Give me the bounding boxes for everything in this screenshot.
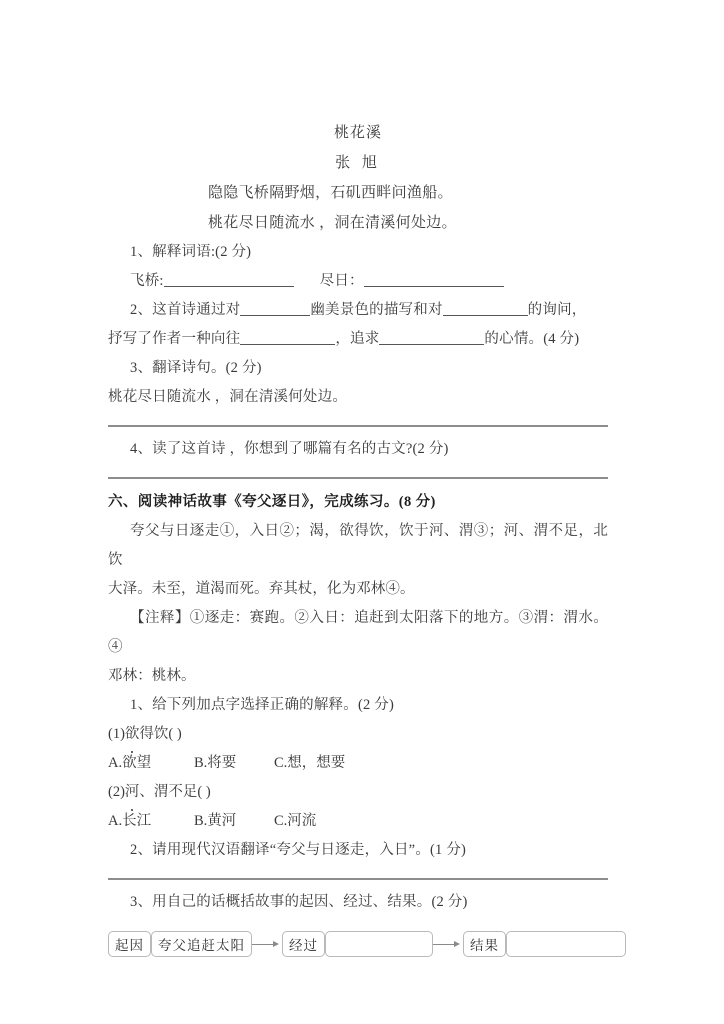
q2-blank-2[interactable] bbox=[443, 300, 528, 316]
q2-blank-4[interactable] bbox=[379, 329, 484, 345]
arrow-right-icon-1 bbox=[252, 939, 282, 949]
section-six-q1-sub-2 bbox=[108, 778, 608, 807]
poem-question-3-sentence: 桃花尽日随流水 ，洞在清溪何处边。 bbox=[108, 389, 348, 405]
emphasis-dot-char-he: 河 bbox=[125, 778, 140, 807]
sub-2-prefix: (2) bbox=[108, 784, 125, 800]
section-six-question-3-prompt: 3、用自己的话概括故事的起因、经过、结果。(2 分) bbox=[130, 894, 468, 910]
q2-text-part-3: 的询问， bbox=[527, 302, 587, 318]
poem-title: 桃花溪 bbox=[333, 125, 382, 141]
answer-rule-q4[interactable] bbox=[108, 477, 608, 479]
poem-question-4-prompt: 4、读了这首诗 ，你想到了哪篇有名的古文?(2 分) bbox=[130, 441, 449, 457]
passage-notes-line-1: 【注释】①逐走：赛跑。②入日：追赶到太阳落下的地方。③渭：渭水。④ bbox=[108, 610, 608, 655]
option-c-sub-1[interactable]: C.想，想要 bbox=[274, 755, 346, 771]
term-jinri-label: 尽日： bbox=[319, 273, 364, 289]
section-six-question-1-prompt: 1、给下列加点字选择正确的解释。(2 分) bbox=[130, 697, 394, 713]
sub-1-rest[interactable]: 得饮( ) bbox=[139, 726, 182, 742]
poem-author: 张 旭 bbox=[335, 155, 381, 171]
q2-text-part-4: 抒写了作者一种向往 bbox=[108, 331, 241, 347]
section-six-q1-sub-1-options bbox=[108, 749, 608, 778]
poem-question-1-prompt: 1、解释词语:(2 分) bbox=[130, 244, 252, 260]
passage-line-2: 大泽。未至，道渴而死。弃其杖，化为邓林④。 bbox=[108, 581, 415, 597]
q2-text-part-6: 的心情。(4 分) bbox=[484, 331, 580, 347]
flow-label-cause: 起因 bbox=[108, 931, 151, 957]
q2-blank-3[interactable] bbox=[240, 329, 335, 345]
q2-text-part-1: 2、这首诗通过对 bbox=[130, 302, 241, 318]
q2-text-part-5: ，追求 bbox=[335, 331, 380, 347]
flow-label-result: 结果 bbox=[463, 931, 506, 957]
flow-stage-cause bbox=[108, 931, 252, 957]
answer-rule-section-six-q2[interactable] bbox=[108, 878, 608, 880]
q2-text-part-2: 幽美景色的描写和对 bbox=[310, 302, 443, 318]
poem-question-1-answer-row bbox=[108, 267, 608, 296]
sub-1-prefix: (1) bbox=[108, 726, 125, 742]
option-b-sub-2[interactable]: B.黄河 bbox=[194, 813, 237, 829]
term-feiqiao-blank[interactable] bbox=[164, 271, 294, 287]
option-a-sub-1[interactable]: A.欲望 bbox=[108, 755, 152, 771]
poem-question-3-prompt: 3、翻译诗句。(2 分) bbox=[130, 360, 262, 376]
poem-line-2: 桃花尽日随流水 ，洞在清溪何处边。 bbox=[208, 215, 457, 231]
emphasis-dot-char-yu: 欲 bbox=[125, 720, 140, 749]
term-feiqiao-label: 飞桥: bbox=[130, 273, 164, 289]
option-c-sub-2[interactable]: C.河流 bbox=[274, 813, 317, 829]
section-six-heading: 六、阅读神话故事《夸父逐日》，完成练习。(8 分) bbox=[108, 494, 436, 510]
poem-line-1: 隐隐飞桥隔野烟，石矶西畔问渔船。 bbox=[208, 185, 453, 201]
section-six-q1-sub-2-options bbox=[108, 807, 608, 836]
answer-rule-q3[interactable] bbox=[108, 425, 608, 427]
page-content bbox=[108, 118, 608, 957]
flow-field-result[interactable] bbox=[506, 931, 626, 957]
story-flow-chart bbox=[108, 931, 633, 957]
arrow-right-icon-2 bbox=[433, 939, 463, 949]
passage-notes-line-2: 邓林：桃林。 bbox=[108, 668, 196, 684]
q2-blank-1[interactable] bbox=[240, 300, 310, 316]
section-six-q1-sub-1 bbox=[108, 720, 608, 749]
flow-field-cause[interactable]: 夸父追赶太阳 bbox=[151, 931, 252, 957]
flow-field-process[interactable] bbox=[325, 931, 433, 957]
flow-stage-result bbox=[463, 931, 626, 957]
sub-2-rest[interactable]: 、渭不足( ) bbox=[139, 784, 211, 800]
flow-stage-process bbox=[282, 931, 433, 957]
poem-question-2-line-1 bbox=[108, 296, 608, 325]
option-b-sub-1[interactable]: B.将要 bbox=[194, 755, 237, 771]
poem-question-2-line-2 bbox=[108, 325, 608, 354]
option-a-sub-2[interactable]: A.长江 bbox=[108, 813, 152, 829]
term-jinri-blank[interactable] bbox=[364, 271, 504, 287]
section-six-question-2-prompt: 2、请用现代汉语翻译“夸父与日逐走，入日”。(1 分) bbox=[130, 842, 467, 858]
flow-label-process: 经过 bbox=[282, 931, 325, 957]
passage-line-1: 夸父与日逐走①，入日②；渴，欲得饮，饮于河、渭③；河、渭不足，北饮 bbox=[108, 523, 608, 568]
